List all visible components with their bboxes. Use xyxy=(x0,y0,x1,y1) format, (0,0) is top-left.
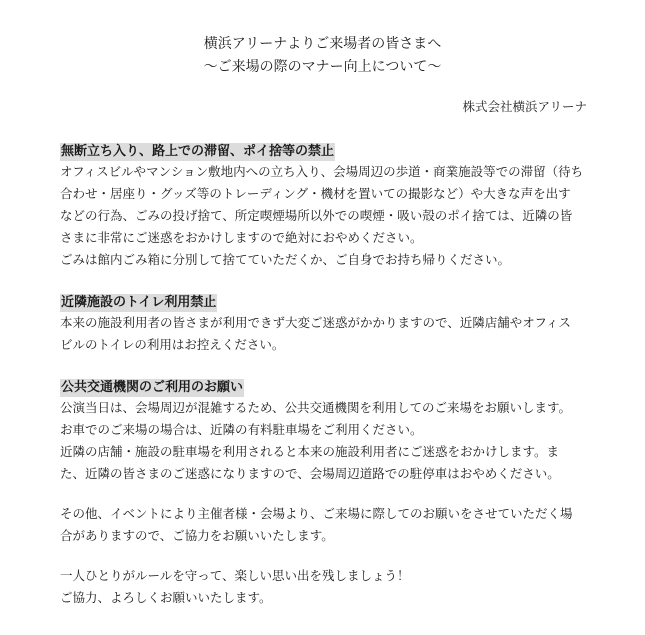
body-line: 一人ひとりがルールを守って、楽しい思い出を残しましょう！ xyxy=(60,568,410,583)
section-public-transport xyxy=(60,376,600,485)
section-closing xyxy=(60,565,600,609)
body-line: ビルのトイレの利用はお控えください。 xyxy=(60,337,285,352)
body-line: 合がありますので、ご協力をお願いいたします。 xyxy=(60,528,334,543)
body-line: ごみは館内ごみ箱に分別して捨てていただくか、ご自身でお持ち帰りください。 xyxy=(60,252,511,267)
body-line: その他、イベントにより主催者様・会場より、ご来場に際してのお願いをさせていただく場 xyxy=(60,506,573,521)
body-line: ご協力、よろしくお願いいたします。 xyxy=(60,590,272,605)
document-subtitle: ～ご来場の際のマナー向上について～ xyxy=(203,59,442,75)
body-line: た、近隣の皆さまのご迷惑になりますので、会場周辺道路での駐停車はおやめください。 xyxy=(60,466,560,481)
section-no-toilet-use xyxy=(60,291,600,356)
section-heading: 無断立ち入り、路上での滞留、ポイ捨等の禁止 xyxy=(61,144,335,159)
body-line: 公演当日は、会場周辺が混雑するため、公共交通機関を利用してのご来場をお願いします。 xyxy=(60,400,572,415)
body-line: オフィスビルやマンション敷地内への立ち入り、会場周辺の歩道・商業施設等での滞留（待ち xyxy=(60,164,584,179)
body-line: 本来の施設利用者の皆さまが利用できず大変ご迷惑がかかりますので、近隣店舗やオフィス xyxy=(60,315,571,330)
section-heading: 近隣施設のトイレ利用禁止 xyxy=(61,295,217,310)
document-title: 横浜アリーナよりご来場者の皆さまへ xyxy=(203,36,442,52)
body-line: お車でのご来場の場合は、近隣の有料駐車場をご利用ください。 xyxy=(60,422,423,437)
section-heading: 公共交通機関のご利用のお願い xyxy=(61,380,244,395)
document-body xyxy=(60,140,600,609)
section-other xyxy=(60,503,600,547)
body-line: 近隣の店舗・施設の駐車場を利用されると本来の施設利用者にご迷惑をおかけします。ま xyxy=(60,444,560,459)
section-no-trespassing xyxy=(60,140,600,271)
body-line: 合わせ・居座り・グッズ等のトレーディング・機材を置いての撮影など）や大きな声を出す xyxy=(60,186,571,201)
issuer-name: 株式会社横浜アリーナ xyxy=(462,99,587,114)
body-line: などの行為、ごみの投げ捨て、所定喫煙場所以外での喫煙・吸い殻のポイ捨ては、近隣の皆 xyxy=(60,208,573,223)
body-line: さまに非常にご迷惑をおかけしますので絶対におやめください。 xyxy=(60,230,423,245)
